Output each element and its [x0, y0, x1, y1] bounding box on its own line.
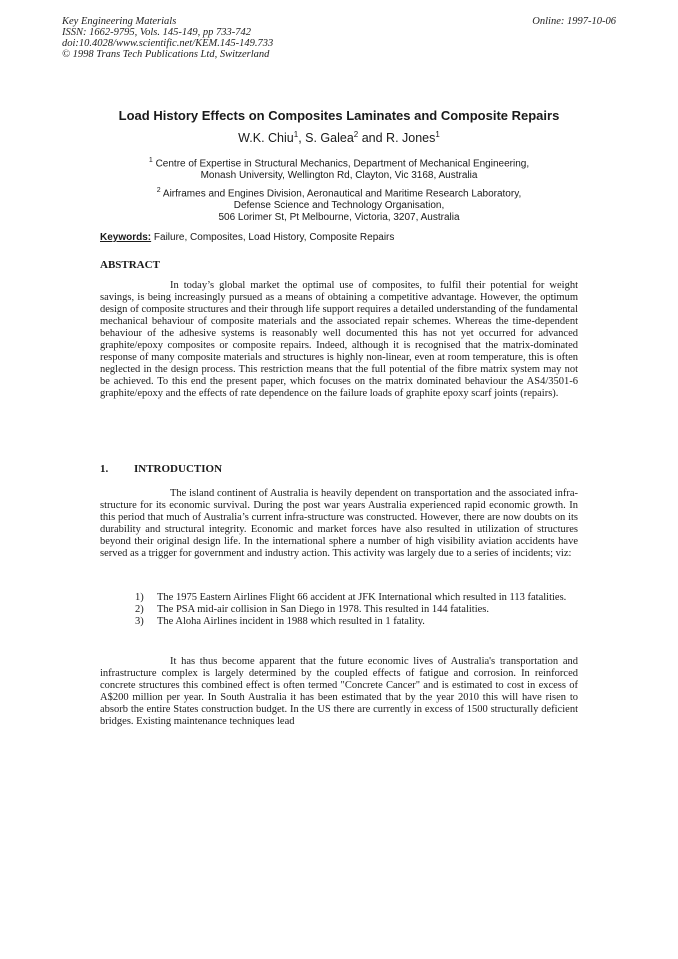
- list-item: [135, 592, 575, 604]
- list-number: 1): [135, 592, 144, 603]
- journal-header: [62, 16, 273, 60]
- affiliation-mark: 2: [156, 187, 161, 194]
- copyright-line: © 1998 Trans Tech Publications Ltd, Switzerland: [62, 49, 270, 60]
- incident-list: [135, 592, 575, 628]
- paper-title: Load History Effects on Composites Laminates and Composite Repairs: [118, 108, 560, 123]
- journal-name: Key Engineering Materials: [62, 16, 177, 27]
- author-affiliation-mark: 2: [353, 130, 359, 139]
- issn-line: ISSN: 1662-9795, Vols. 145-149, pp 733-742: [62, 27, 251, 38]
- introduction-heading: [100, 463, 222, 475]
- introduction-paragraph-1: The island continent of Australia is heavily dependent on transportation and the associated infra-structure for its economic survival. During the post war years Australia experienced rapid economic growth. In this period that much of Australia’s current infra-structure was constructed. However, there are now doubts on its durability and structural integrity. Economic and market forces have also resulted in utilization of structures beyond their original design life. In the international sphere a number of high visibility aviation accidents have served as a trigger for government and industry action. This activity was largely due to a series of incidents; viz:: [100, 488, 578, 559]
- affiliation-2: [100, 185, 578, 224]
- keywords-label: Keywords:: [100, 232, 152, 243]
- affiliation-line: [100, 185, 578, 200]
- list-text: The PSA mid-air collision in San Diego in 1978. This resulted in 144 fatalities.: [157, 604, 489, 615]
- list-item: [135, 616, 575, 628]
- affiliation-line: 506 Lorimer St, Pt Melbourne, Victoria, 3207, Australia: [218, 212, 460, 224]
- keywords: [100, 232, 578, 243]
- affiliation-mark: 1: [148, 157, 153, 164]
- affiliation-line: Defense Science and Technology Organisation,: [233, 200, 445, 212]
- author-name: S. Galea: [305, 131, 354, 146]
- abstract-heading: ABSTRACT: [100, 259, 160, 271]
- section-title: INTRODUCTION: [134, 463, 223, 475]
- section-number: 1.: [100, 463, 109, 475]
- author-separator: ,: [298, 131, 306, 146]
- list-item: [135, 604, 575, 616]
- author-list: [0, 130, 678, 145]
- list-text: The 1975 Eastern Airlines Flight 66 accident at JFK International which resulted in 113 fatalities.: [157, 592, 567, 603]
- doi-line: doi:10.4028/www.scientific.net/KEM.145-149.733: [62, 38, 274, 49]
- abstract-text: In today’s global market the optimal use of composites, to fulfil their potential for weight savings, is being increasingly pursued as a means of obtaining a competitive advantage. However, the optimum design of composite structures and their through life support requires a detailed understanding of the fundamental mechanical behaviour of composite materials and the associated repair schemes. Whereas the time-dependent behaviour of the adhesive systems is reasonably well documented this has not yet occurred for advanced graphite/epoxy composites or composite repairs. Indeed, although it is recognised that the matrix-dominated response of many composite materials and structures is highly non-linear, even at room temperature, this is often neglected in the design process. This restriction means that the full potential of the fibre matrix system may not be achieved. To this end the present paper, which focuses on the matrix dominated behaviour the AS4/3501-6 graphite/epoxy and the effects of rate dependence on the failure loads of graphite epoxy scarf joints (repairs).: [100, 280, 578, 399]
- list-number: 2): [135, 604, 144, 615]
- list-number: 3): [135, 616, 144, 627]
- author-separator: and: [358, 131, 387, 146]
- introduction-paragraph-2: It has thus become apparent that the future economic lives of Australia's transportation and infrastructure complex is largely determined by the coupled effects of fatigue and corrosion. In reinforced concrete structures this combined effect is often termed "Concrete Cancer" and is estimated to cost in excess of A$200 million per year. In South Australia it has been estimated that by the year 2010 this will have risen to absorb the entire States construction budget. In the US there are currently in excess of 1500 structurally deficient bridges. Existing maintenance techniques lead: [100, 656, 578, 727]
- online-date: Online: 1997-10-06: [532, 16, 616, 27]
- affiliation-text: Airframes and Engines Division, Aeronautical and Maritime Research Laboratory,: [162, 188, 522, 200]
- author-affiliation-mark: 1: [435, 130, 440, 139]
- affiliation-text: Centre of Expertise in Structural Mechanics, Department of Mechanical Engineering,: [155, 158, 530, 170]
- author-affiliation-mark: 1: [293, 130, 299, 139]
- keywords-text: Failure, Composites, Load History, Composite Repairs: [153, 232, 395, 243]
- affiliation-1: [100, 155, 578, 182]
- author-name: R. Jones: [386, 131, 436, 146]
- author-name: W.K. Chiu: [238, 131, 294, 146]
- list-text: The Aloha Airlines incident in 1988 which resulted in 1 fatality.: [157, 616, 425, 627]
- affiliation-line: [100, 155, 578, 170]
- affiliation-line: Monash University, Wellington Rd, Clayton, Vic 3168, Australia: [200, 170, 478, 182]
